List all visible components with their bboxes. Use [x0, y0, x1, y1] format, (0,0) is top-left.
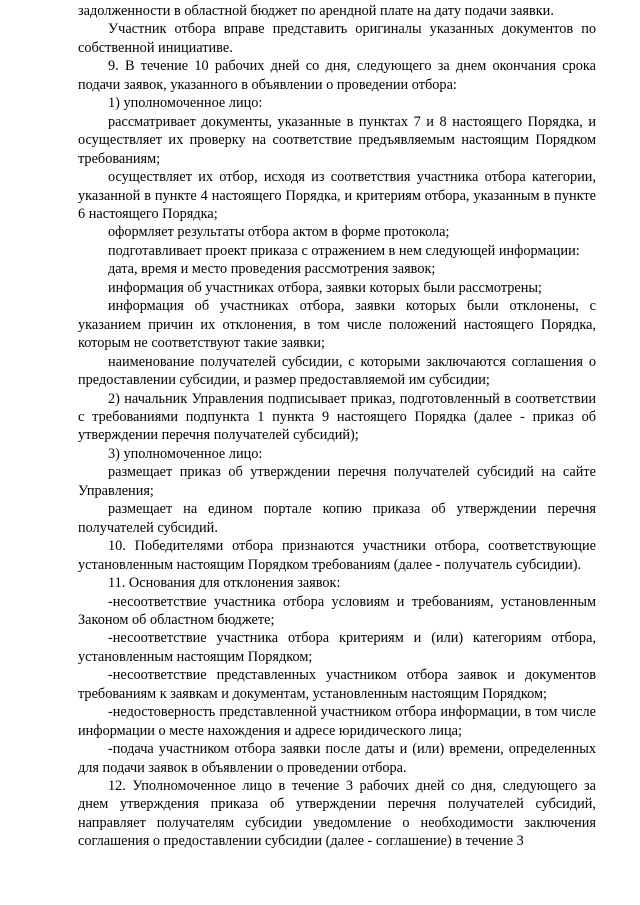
paragraph: -несоответствие участника отбора условиям и требованиям, установленным Законом об областном бюджете;	[78, 593, 596, 628]
paragraph: рассматривает документы, указанные в пунктах 7 и 8 настоящего Порядка, и осуществляет их проверку на соответствие предъявляемым настоящим Порядком требованиям;	[78, 113, 596, 167]
paragraph: дата, время и место проведения рассмотрения заявок;	[108, 261, 436, 278]
paragraph: 2) начальник Управления подписывает приказ, подготовленный в соответствии с требованиями подпункта 1 пункта 9 настоящего Порядка (далее - приказ об утверждении перечня получателей субсидий);	[78, 390, 596, 444]
paragraph: информация об участниках отбора, заявки которых были рассмотрены;	[108, 279, 542, 296]
paragraph: -подача участником отбора заявки после даты и (или) времени, определенных для подачи заявок в объявлении о проведении отбора.	[78, 741, 596, 776]
paragraph: 1) уполномоченное лицо:	[108, 95, 263, 112]
paragraph: -несоответствие представленных участником отбора заявок и документов требованиям к заявкам и документам, установленным настоящим Порядком;	[78, 667, 596, 702]
document-body	[78, 2, 596, 851]
paragraph: 10. Победителями отбора признаются участники отбора, соответствующие установленным настоящим Порядком требованиям (далее - получатель субсидии).	[78, 538, 596, 573]
paragraph: осуществляет их отбор, исходя из соответствия участника отбора категории, указанной в пункте 4 настоящего Порядка, и критериям отбора, указанным в пункте 6 настоящего Порядка;	[78, 169, 596, 222]
paragraph: размещает приказ об утверждении перечня получателей субсидий на сайте Управления;	[78, 464, 596, 499]
paragraph: 3) уполномоченное лицо:	[108, 445, 263, 462]
paragraph: -недостоверность представленной участником отбора информации, в том числе информации о месте нахождения и адресе юридического лица;	[78, 704, 596, 739]
paragraph: оформляет результаты отбора актом в форме протокола;	[108, 224, 450, 241]
paragraph: информация об участниках отбора, заявки которых были отклонены, с указанием причин их отклонения, в том числе положений настоящего Порядка, которым не соответствуют такие заявки;	[78, 298, 596, 352]
paragraph: 11. Основания для отклонения заявок:	[108, 575, 341, 592]
paragraph: Участник отбора вправе представить оригиналы указанных документов по собственной инициативе.	[78, 21, 596, 56]
paragraph: подготавливает проект приказа с отражением в нем следующей информации:	[108, 242, 580, 259]
paragraph: задолженности в областной бюджет по арендной плате на дату подачи заявки.	[78, 3, 554, 19]
paragraph: 12. Уполномоченное лицо в течение 3 рабочих дней со дня, следующего за днем утверждения приказа об утверждении перечня получателей субсидий, направляет получателям субсидии уведомление о необходимости заключения соглашения о предоставлении субсидии (далее - соглашение) в течение 3	[78, 778, 596, 850]
paragraph: 9. В течение 10 рабочих дней со дня, следующего за днем окончания срока подачи заявок, указанного в объявлении о проведении отбора:	[78, 58, 596, 93]
paragraph: наименование получателей субсидии, с которыми заключаются соглашения о предоставлении субсидии, и размер предоставляемой им субсидии;	[78, 353, 596, 389]
paragraph: -несоответствие участника отбора критериям и (или) категориям отбора, установленным настоящим Порядком;	[78, 630, 596, 665]
paragraph: размещает на едином портале копию приказа об утверждении перечня получателей субсидий.	[78, 501, 596, 536]
